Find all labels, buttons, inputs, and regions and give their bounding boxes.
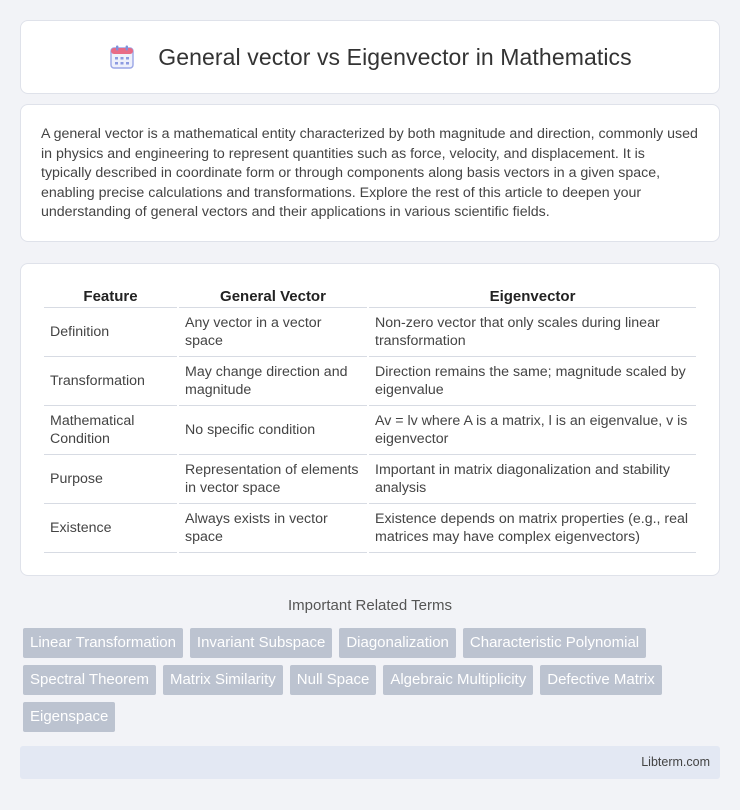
table-cell: Direction remains the same; magnitude scaled by eigenvalue	[369, 357, 696, 406]
column-header-eigenvector: Eigenvector	[369, 286, 696, 308]
table-cell: Existence	[44, 504, 177, 553]
footer-site-link[interactable]: Libterm.com	[641, 755, 710, 769]
table-cell: No specific condition	[179, 406, 367, 455]
table-row	[44, 406, 696, 455]
table-row	[44, 357, 696, 406]
related-term-tag[interactable]: Matrix Similarity	[163, 665, 283, 695]
related-term-tag[interactable]: Null Space	[290, 665, 377, 695]
table-cell: Av = lv where A is a matrix, l is an eigenvalue, v is eigenvector	[369, 406, 696, 455]
related-term-tag[interactable]: Characteristic Polynomial	[463, 628, 646, 658]
comparison-card	[20, 263, 720, 576]
intro-card	[20, 104, 720, 242]
table-cell: Non-zero vector that only scales during linear transformation	[369, 308, 696, 357]
related-term-tag[interactable]: Defective Matrix	[540, 665, 662, 695]
related-term-tag[interactable]: Spectral Theorem	[23, 665, 156, 695]
table-cell: Existence depends on matrix properties (e.g., real matrices may have complex eigenvectors)	[369, 504, 696, 553]
related-term-tag[interactable]: Linear Transformation	[23, 628, 183, 658]
column-header-feature: Feature	[44, 286, 177, 308]
intro-text: A general vector is a mathematical entity characterized by both magnitude and direction, commonly used in physics and engineering to represent quantities such as force, velocity, and displacement. It is typically described in coordinate form or through components along basis vectors in a given space, enabling precise calculations and transformations. Explore the rest of this article to deepen your understanding of general vectors and their applications in various scientific fields.	[41, 126, 698, 221]
table-cell: May change direction and magnitude	[179, 357, 367, 406]
header-card	[20, 20, 720, 94]
related-terms-title: Important Related Terms	[288, 597, 452, 614]
related-term-tag[interactable]: Invariant Subspace	[190, 628, 332, 658]
table-row	[44, 455, 696, 504]
calendar-icon	[108, 43, 136, 71]
table-cell: Purpose	[44, 455, 177, 504]
table-cell: Representation of elements in vector space	[179, 455, 367, 504]
related-terms-list	[23, 628, 723, 739]
comparison-table	[42, 286, 698, 553]
table-header-row	[44, 286, 696, 308]
page-title: General vector vs Eigenvector in Mathematics	[158, 43, 632, 70]
table-cell: Definition	[44, 308, 177, 357]
table-cell: Important in matrix diagonalization and stability analysis	[369, 455, 696, 504]
title-wrap	[108, 43, 632, 71]
table-row	[44, 308, 696, 357]
related-term-tag[interactable]: Diagonalization	[339, 628, 456, 658]
table-cell: Transformation	[44, 357, 177, 406]
table-cell: Mathematical Condition	[44, 406, 177, 455]
table-cell: Always exists in vector space	[179, 504, 367, 553]
footer	[20, 746, 720, 779]
column-header-general-vector: General Vector	[179, 286, 367, 308]
table-row	[44, 504, 696, 553]
table-cell: Any vector in a vector space	[179, 308, 367, 357]
related-term-tag[interactable]: Algebraic Multiplicity	[383, 665, 533, 695]
related-term-tag[interactable]: Eigenspace	[23, 702, 115, 732]
